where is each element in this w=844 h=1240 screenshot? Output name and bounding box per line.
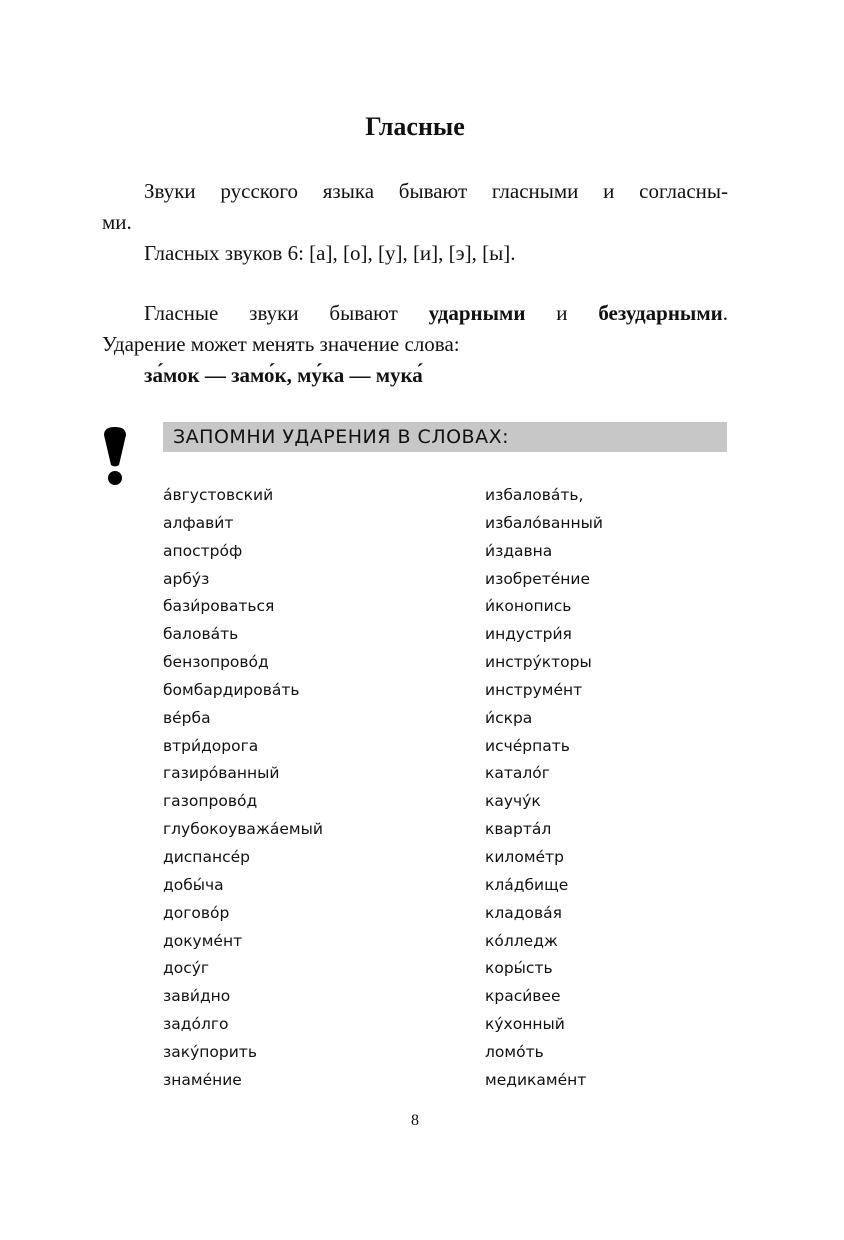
word-item: исче́рпать	[485, 736, 570, 755]
word-item: знаме́ние	[163, 1070, 242, 1089]
intro-line-1: Звуки русского языка бывают гласными и согласны-	[144, 179, 728, 203]
word-item: бензопрово́д	[163, 653, 269, 672]
word-item: апостро́ф	[163, 541, 243, 560]
word-item: балова́ть	[163, 625, 239, 644]
stress-line-1	[102, 298, 728, 329]
intro-line-2: ми.	[102, 210, 132, 234]
word-item: ломо́ть	[485, 1042, 544, 1061]
word-item: алфави́т	[163, 513, 234, 532]
stress-examples: за́мок — замо́к, му́ка — мука́	[144, 363, 423, 387]
word-item: кварта́л	[485, 820, 552, 839]
word-item: индустри́я	[485, 625, 572, 644]
word-item: втри́дорога	[163, 736, 259, 755]
word-item: кла́дбище	[485, 875, 569, 894]
page-number: 8	[411, 1112, 419, 1129]
word-item: а́вгустовский	[163, 486, 274, 504]
word-list-right	[485, 482, 603, 1095]
word-item: кладова́я	[485, 903, 562, 922]
word-item: краси́вее	[485, 987, 561, 1006]
word-item: ко́лледж	[485, 931, 558, 950]
word-item: и́конопись	[485, 597, 572, 616]
remember-banner: ЗАПОМНИ УДАРЕНИЯ В СЛОВАХ:	[163, 422, 727, 452]
stress-text-c: .	[722, 301, 728, 325]
word-item: коры́сть	[485, 959, 553, 978]
word-item: докуме́нт	[163, 931, 243, 950]
word-item: диспансе́р	[163, 847, 250, 866]
word-item: избалова́ть,	[485, 486, 584, 504]
intro-paragraph	[102, 176, 728, 238]
word-item: медикаме́нт	[485, 1070, 587, 1089]
word-list-left	[163, 482, 323, 1095]
word-item: бомбардирова́ть	[163, 680, 300, 699]
stress-text-b: и	[525, 301, 599, 325]
word-item: инстру́кторы	[485, 653, 592, 672]
word-item: изобрете́ние	[485, 569, 591, 588]
word-item: киломе́тр	[485, 847, 564, 866]
word-item: газиро́ванный	[163, 764, 280, 783]
word-item: задо́лго	[163, 1015, 229, 1034]
vowels-paragraph: Гласных звуков 6: [а], [о], [у], [и], [э], [ы].	[144, 241, 516, 265]
unstressed-term: безударными	[598, 301, 723, 325]
word-item: зави́дно	[163, 987, 231, 1006]
word-item: ку́хонный	[485, 1015, 565, 1034]
word-item: инструме́нт	[485, 680, 583, 699]
word-item: заку́порить	[163, 1042, 257, 1061]
word-item: избало́ванный	[485, 513, 603, 532]
word-item: газопрово́д	[163, 792, 258, 811]
word-item: добы́ча	[163, 875, 224, 894]
stress-paragraph	[102, 298, 728, 391]
stress-line-2: Ударение может менять значение слова:	[102, 332, 460, 356]
word-item: катало́г	[485, 764, 550, 783]
word-item: и́здавна	[485, 541, 553, 560]
stressed-term: ударными	[428, 301, 526, 325]
word-item: арбу́з	[163, 569, 210, 588]
word-item: бази́роваться	[163, 597, 275, 616]
page-title: Гласные	[365, 112, 465, 141]
word-item: ве́рба	[163, 708, 211, 727]
word-item: каучу́к	[485, 792, 541, 811]
word-item: досу́г	[163, 959, 210, 978]
word-item: догово́р	[163, 903, 230, 922]
word-item: глубокоуважа́емый	[163, 820, 323, 839]
exclamation-icon	[100, 427, 130, 487]
word-item: и́скра	[485, 708, 533, 727]
stress-text-a: Гласные звуки бывают	[144, 301, 429, 325]
